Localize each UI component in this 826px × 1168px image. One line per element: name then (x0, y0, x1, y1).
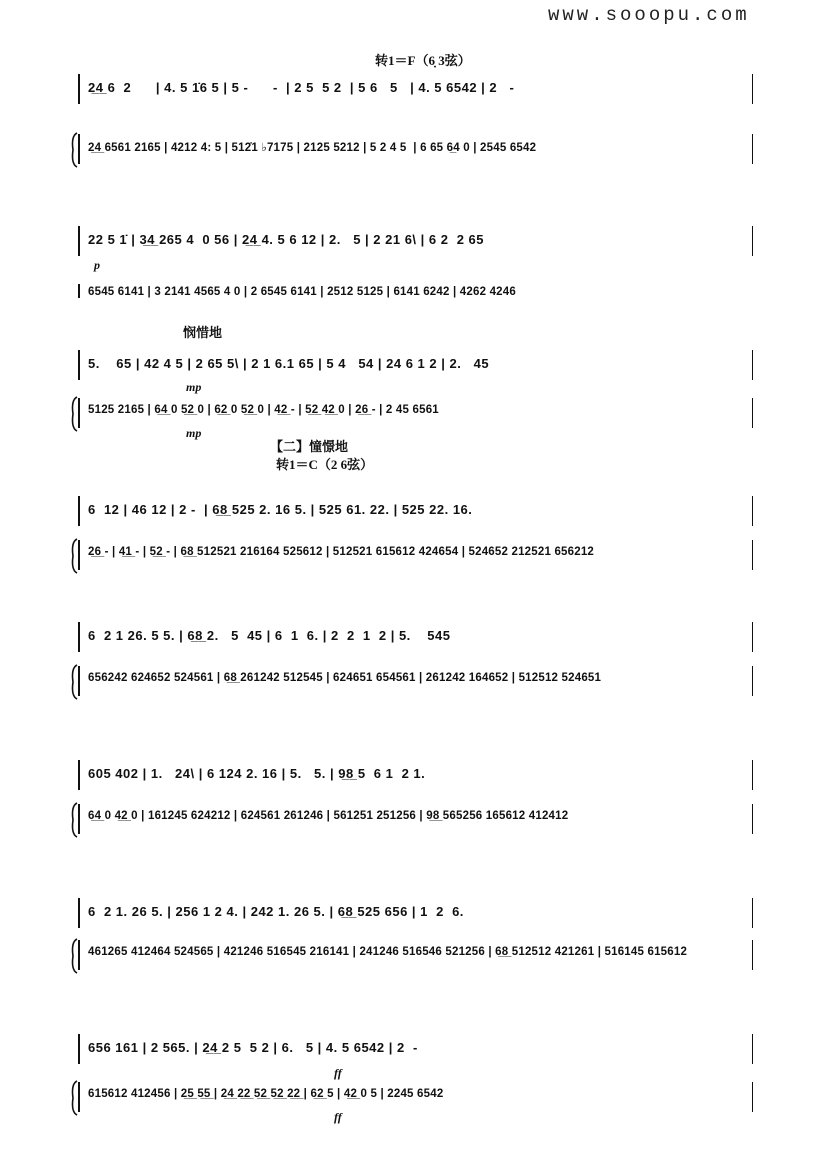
melody-row (78, 496, 758, 526)
melody-row (78, 760, 758, 790)
start-barline (78, 898, 80, 928)
start-barline (78, 226, 80, 256)
accompaniment-row (78, 540, 758, 570)
melody-row (78, 898, 758, 928)
melody-row (78, 350, 758, 380)
start-barline (78, 940, 80, 970)
dynamic-ff: ff (334, 1066, 342, 1080)
system-brace (70, 396, 78, 432)
accompaniment-row (78, 398, 758, 428)
melody-row (78, 1034, 758, 1064)
system-brace (70, 538, 78, 574)
start-barline (78, 496, 80, 526)
section-heading: 【二】憧憬地 (270, 439, 349, 454)
expression-marking: 悯惜地 (183, 325, 223, 340)
start-barline (78, 1082, 80, 1112)
system-brace (70, 802, 78, 838)
dynamic-p: p (94, 258, 100, 272)
key-change-1: 转1＝F（6̣ 3弦） (375, 53, 471, 68)
accompaniment-notes: 6̲4̲ 0 4̲2̲ 0 | 161245 624212 | 624561 261246 | 561251 251256 | 9̲8̲ 565256 165612 412412 (88, 810, 569, 822)
melody-notes: 656 161 | 2 565. | 2̲4̲ 2 5 5 2 | 6. 5 | 4. 5 6542 | 2 - (88, 1040, 418, 1055)
accompaniment-notes: 2̲4̲ 6561 2165 | 4212 4: 5 | 512̇1 ♭7175 | 2125 5212 | 5 2 4 5 | 6 65 6̲4 0 | 2545 6542 (88, 142, 537, 154)
accompaniment-notes: 2̲6̲ - | 4̲1̲ - | 5̲2̲ - | 6̲8̲ 512521 216164 525612 | 512521 615612 424654 | 524652 212521 656212 (88, 546, 595, 558)
melody-row (78, 74, 758, 104)
melody-notes: 6 2 1. 26 5. | 256 1 2 4. | 242 1. 26 5. | 6̲8̲ 525 656 | 1 2 6. (88, 904, 464, 919)
melody-notes: 22 5 1̇ | 3̲4̲ 265 4 0 56 | 2̲4̲ 4. 5 6 12 | 2. 5 | 2 21 6\ | 6 2 2 65 (88, 232, 485, 247)
start-barline (78, 284, 80, 298)
system-brace (70, 664, 78, 700)
melody-notes: 5. 65 | 42 4 5 | 2 65 5\ | 2 1 6.1 65 | 5 4 54 | 24 6 1 2 | 2. 45 (88, 356, 490, 371)
dynamic-mp: mp (186, 426, 202, 440)
accompaniment-row (78, 804, 758, 834)
accompaniment-notes: 461265 412464 524565 | 421246 516545 216141 | 241246 516546 521256 | 6̲8̲ 512512 421261 | 516145 615612 (88, 946, 688, 958)
melody-notes: 6 12 | 46 12 | 2 - | 6̲8̲ 525 2. 16 5. | 525 61. 22. | 525 22. 16. (88, 502, 473, 517)
start-barline (78, 398, 80, 428)
start-barline (78, 622, 80, 652)
accompaniment-row (78, 134, 758, 164)
accompaniment-notes: 656242 624652 524561 | 6̲8̲ 261242 512545 | 624651 654561 | 261242 164652 | 512512 524651 (88, 672, 602, 684)
start-barline (78, 666, 80, 696)
melody-notes: 605 402 | 1. 24\ | 6 124 2. 16 | 5. 5. | 9̲8̲ 5 6 1 2 1. (88, 766, 426, 781)
melody-notes: 6 2 1 26. 5 5. | 6̲8̲ 2. 5 45 | 6 1 6. | 2 2 1 2 | 5. 545 (88, 628, 451, 643)
start-barline (78, 74, 80, 104)
melody-row (78, 226, 758, 256)
system-brace (70, 132, 78, 168)
system-brace (70, 1080, 78, 1116)
dynamic-ff: ff (334, 1110, 342, 1124)
dynamic-mp: mp (186, 380, 202, 394)
site-watermark: www.sooopu.com (548, 4, 750, 26)
melody-notes: 2̲4̲ 6 2 | 4. 5 1̇6 5 | 5 - - | 2 5 5 2 | 5 6 5 | 4. 5 6542 | 2 - (88, 80, 515, 95)
accompaniment-row (78, 666, 758, 696)
key-change-2: 转1＝C（2 6弦） (276, 457, 374, 472)
start-barline (78, 760, 80, 790)
start-barline (78, 804, 80, 834)
accompaniment-notes: 6545 6141 | 3 2141 4565 4 0 | 2 6545 6141 | 2512 5125 | 6141 6242 | 4262 4246 (88, 286, 516, 298)
start-barline (78, 350, 80, 380)
accompaniment-row (78, 284, 758, 298)
start-barline (78, 540, 80, 570)
accompaniment-row (78, 940, 758, 970)
start-barline (78, 134, 80, 164)
start-barline (78, 1034, 80, 1064)
accompaniment-row (78, 1082, 758, 1112)
accompaniment-notes: 5125 2165 | 6̲4̲ 0 5̲2̲ 0 | 6̲2̲ 0 5̲2̲ 0 | 4̲2̲ - | 5̲2̲ 4̲2̲ 0 | 2̲6̲ - | 2 45 6561 (88, 404, 439, 416)
accompaniment-notes: 615612 412456 | 2̲5̲ 5̲5̲ | 2̲4̲ 2̲2̲ 5̲2̲ 5̲2̲ 2̲2̲ | 6̲2̲ 5 | 4̲2̲ 0 5 | 2245 6542 (88, 1088, 444, 1100)
system-brace (70, 938, 78, 974)
melody-row (78, 622, 758, 652)
